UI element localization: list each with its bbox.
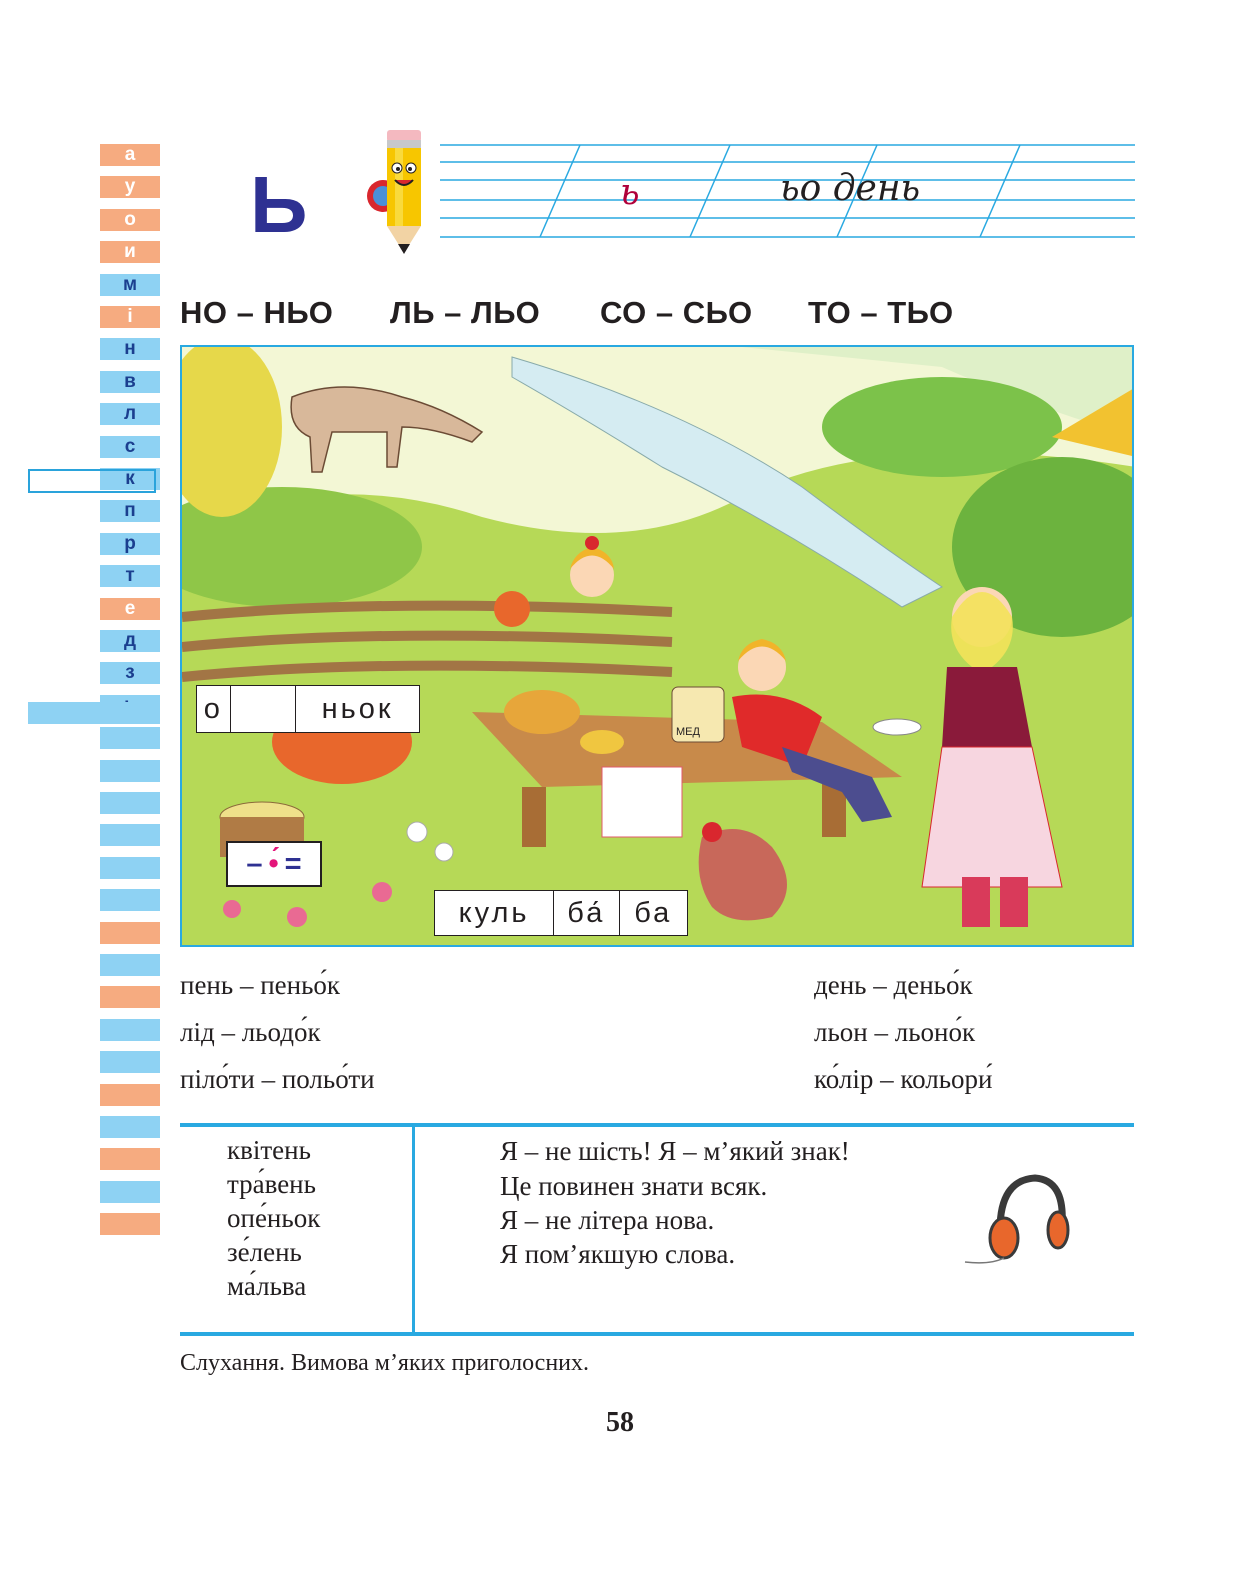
syllable-pair: СО – СЬО <box>600 295 753 330</box>
alphabet-empty-cell <box>100 760 160 782</box>
alphabet-empty-cell <box>100 1019 160 1041</box>
current-letter-bar <box>28 702 160 724</box>
alphabet-letter-13 <box>100 533 160 555</box>
pencil-mascot-icon <box>365 118 435 258</box>
table-bottom-rule <box>180 1332 1134 1336</box>
alphabet-letter-1 <box>100 144 160 166</box>
alphabet-letter-5 <box>100 274 160 296</box>
alphabet-letter-text: о <box>124 208 136 230</box>
poem-line: Це повинен знати всяк. <box>500 1171 768 1201</box>
scheme-cell: о <box>197 686 231 732</box>
alphabet-letter-text: е <box>124 597 136 619</box>
word-pair: день – деньо́к <box>814 970 973 1000</box>
alphabet-empty-cell <box>100 1051 160 1073</box>
cursive-letter: ь <box>620 172 640 213</box>
alphabet-empty-cell <box>100 857 160 879</box>
alphabet-empty-cell <box>100 1116 160 1138</box>
poem-line: Я – не літера нова. <box>500 1205 715 1235</box>
word-pair: пень – пеньо́к <box>180 970 341 1000</box>
alphabet-letter-6 <box>100 306 160 328</box>
alphabet-letter-text: л <box>123 403 137 425</box>
alphabet-letter-15 <box>100 598 160 620</box>
scheme-cell: ньок <box>321 692 394 725</box>
word-pair: піло́ти – польо́ти <box>180 1064 375 1094</box>
vocab-word: ма́льва <box>227 1271 307 1301</box>
alphabet-empty-cell <box>100 1213 160 1235</box>
alphabet-letter-text: н <box>124 338 136 360</box>
alphabet-letter-text: м <box>122 273 138 295</box>
alphabet-empty-cell <box>100 1181 160 1203</box>
vocab-word: квітень <box>227 1135 311 1165</box>
current-letter-marker <box>28 469 156 493</box>
alphabet-empty-cell <box>100 792 160 814</box>
syllable-pair: ТО – ТЬО <box>808 295 954 330</box>
word-scheme-kulbaba <box>434 890 688 936</box>
word-scheme-openok <box>196 685 420 733</box>
lesson-letter: Ь <box>250 160 308 249</box>
scheme-cell: ба́ <box>554 891 619 935</box>
alphabet-letter-text: і <box>127 306 133 327</box>
alphabet-letter-3 <box>100 209 160 231</box>
stressed-dot: •́ <box>268 847 279 880</box>
syllable-pair: НО – НЬО <box>180 295 334 330</box>
double-dash: = <box>284 847 302 880</box>
alphabet-letter-text: с <box>124 435 136 457</box>
vocab-word: зе́лень <box>227 1237 302 1267</box>
lesson-caption: Слухання. Вимова м’яких приголосних. <box>180 1350 590 1376</box>
stress-scheme <box>226 841 322 887</box>
scheme-cell: ба <box>634 896 673 929</box>
alphabet-letter-text: р <box>124 532 136 554</box>
alphabet-letter-text: т <box>125 565 135 587</box>
alphabet-empty-cell <box>100 824 160 846</box>
alphabet-letter-text: з <box>125 662 135 684</box>
syllable-pair: ЛЬ – ЛЬО <box>390 295 541 330</box>
alphabet-empty-cell <box>100 1148 160 1170</box>
alphabet-letter-2 <box>100 176 160 198</box>
alphabet-empty-cell <box>100 954 160 976</box>
illustration-scene <box>182 347 1134 947</box>
alphabet-letter-text: п <box>124 500 136 522</box>
scheme-cell: куль <box>435 891 554 935</box>
short-dash: – <box>246 847 263 880</box>
alphabet-empty-cell <box>100 986 160 1008</box>
alphabet-letter-7 <box>100 338 160 360</box>
alphabet-letter-14 <box>100 565 160 587</box>
alphabet-letter-10 <box>100 436 160 458</box>
alphabet-letter-8 <box>100 371 160 393</box>
word-pair: льон – льоно́к <box>814 1017 976 1047</box>
headphones-icon <box>960 1170 1070 1270</box>
alphabet-letter-9 <box>100 403 160 425</box>
alphabet-empty-cell <box>100 889 160 911</box>
alphabet-letter-17 <box>100 662 160 684</box>
word-pair: лід – льодо́к <box>180 1017 321 1047</box>
word-pair: ко́лір – кольори́ <box>814 1064 993 1094</box>
alphabet-letter-text: д <box>123 630 137 651</box>
vocab-word: опе́ньок <box>227 1203 321 1233</box>
page-number: 58 <box>606 1407 634 1438</box>
poem-line: Я – не шість! Я – м’який знак! <box>500 1136 850 1166</box>
table-top-rule <box>180 1123 1134 1127</box>
alphabet-empty-cell <box>100 727 160 749</box>
village-illustration <box>180 345 1134 947</box>
alphabet-strip <box>0 0 170 1240</box>
table-divider <box>412 1127 415 1332</box>
alphabet-letter-text: и <box>124 241 136 263</box>
cursive-words: ьо день <box>780 168 921 209</box>
alphabet-empty-cell <box>100 1084 160 1106</box>
alphabet-letter-12 <box>100 500 160 522</box>
scheme-cell-blank <box>231 686 296 732</box>
alphabet-letter-text: у <box>124 176 136 198</box>
alphabet-letter-16 <box>100 630 160 652</box>
alphabet-letter-text: к <box>125 468 135 489</box>
poem-line: Я пом’якшую слова. <box>500 1239 736 1269</box>
alphabet-letter-4 <box>100 241 160 263</box>
alphabet-empty-cell <box>100 922 160 944</box>
honey-jar-label: МЕД <box>676 726 700 738</box>
alphabet-letter-text: в <box>124 370 136 392</box>
vocab-word: тра́вень <box>227 1169 316 1199</box>
alphabet-letter-text: а <box>124 144 136 165</box>
